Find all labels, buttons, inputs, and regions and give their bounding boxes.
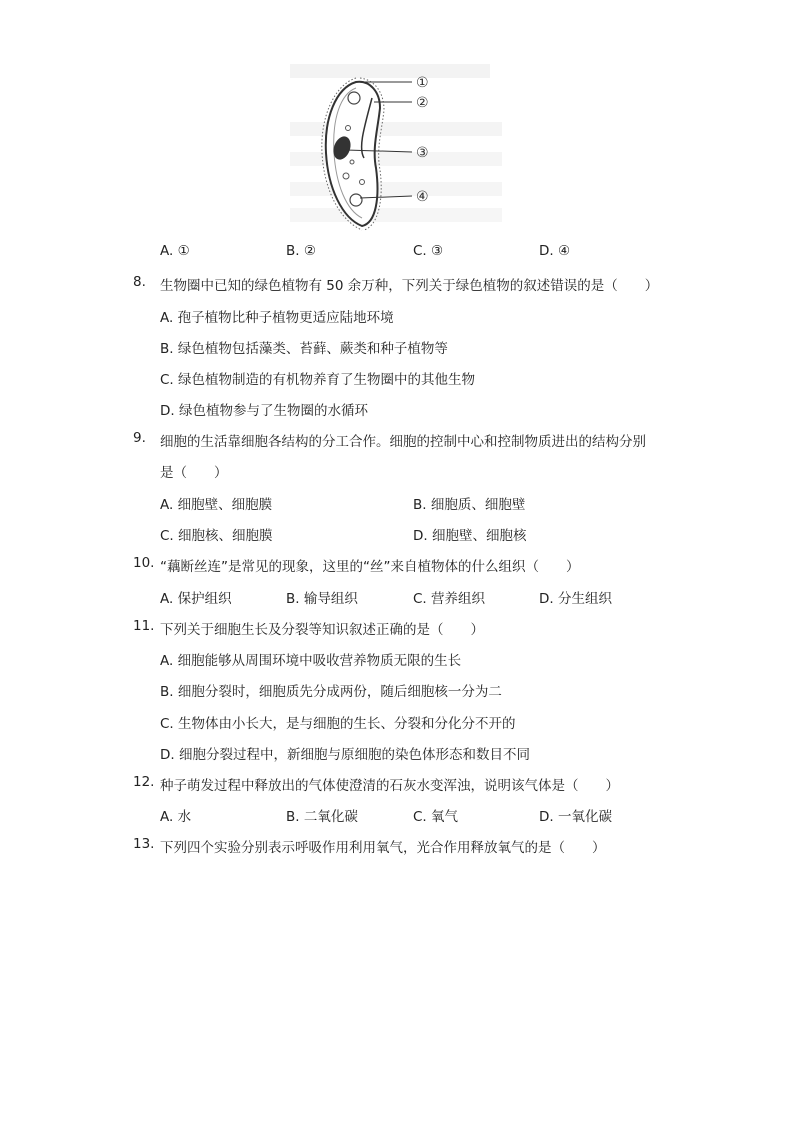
figure-label-4: ④ bbox=[416, 189, 429, 205]
question-number: 8. bbox=[133, 274, 146, 290]
q10-option-b[interactable]: B. 输导组织 bbox=[286, 591, 358, 607]
paramecium-figure bbox=[284, 58, 514, 236]
question-number: 9. bbox=[133, 430, 146, 446]
q9-option-b[interactable]: B. 细胞质、细胞壁 bbox=[413, 497, 526, 513]
q11-option-a[interactable]: A. 细胞能够从周围环境中吸收营养物质无限的生长 bbox=[160, 653, 462, 669]
question-number: 12. bbox=[133, 774, 155, 790]
q8-option-a[interactable]: A. 孢子植物比种子植物更适应陆地环境 bbox=[160, 310, 394, 326]
q9-option-c[interactable]: C. 细胞核、细胞膜 bbox=[160, 528, 273, 544]
q9-option-a[interactable]: A. 细胞壁、细胞膜 bbox=[160, 497, 273, 513]
question-text-continued: 是（ ） bbox=[160, 465, 228, 481]
figure-label-2: ② bbox=[416, 95, 429, 111]
q11-option-b[interactable]: B. 细胞分裂时，细胞质先分成两份，随后细胞核一分为二 bbox=[160, 684, 502, 700]
q8-option-c[interactable]: C. 绿色植物制造的有机物养育了生物圈中的其他生物 bbox=[160, 372, 476, 388]
question-number: 13. bbox=[133, 836, 155, 852]
figure-label-1: ① bbox=[416, 75, 429, 91]
q12-option-b[interactable]: B. 二氧化碳 bbox=[286, 809, 358, 825]
question-text: 下列关于细胞生长及分裂等知识叙述正确的是（ ） bbox=[160, 622, 484, 638]
q11-option-c[interactable]: C. 生物体由小长大，是与细胞的生长、分裂和分化分不开的 bbox=[160, 716, 516, 732]
question-text: “藕断丝连”是常见的现象，这里的“丝”来自植物体的什么组织（ ） bbox=[160, 559, 580, 575]
q12-option-c[interactable]: C. 氧气 bbox=[413, 809, 459, 825]
q10-option-c[interactable]: C. 营养组织 bbox=[413, 591, 486, 607]
q11-option-d[interactable]: D. 细胞分裂过程中，新细胞与原细胞的染色体形态和数目不同 bbox=[160, 747, 530, 763]
question-text: 生物圈中已知的绿色植物有 50 余万种，下列关于绿色植物的叙述错误的是（ ） bbox=[160, 278, 659, 294]
question-number: 11. bbox=[133, 618, 155, 634]
q10-option-a[interactable]: A. 保护组织 bbox=[160, 591, 232, 607]
question-number: 10. bbox=[133, 555, 155, 571]
q12-option-d[interactable]: D. 一氧化碳 bbox=[539, 809, 612, 825]
q9-option-d[interactable]: D. 细胞壁、细胞核 bbox=[413, 528, 527, 544]
q10-option-d[interactable]: D. 分生组织 bbox=[539, 591, 612, 607]
question-text: 细胞的生活靠细胞各结构的分工合作。细胞的控制中心和控制物质进出的结构分别 bbox=[160, 434, 646, 450]
question-text: 下列四个实验分别表示呼吸作用利用氧气，光合作用释放氧气的是（ ） bbox=[160, 840, 606, 856]
q8-option-b[interactable]: B. 绿色植物包括藻类、苔藓、蕨类和种子植物等 bbox=[160, 341, 448, 357]
figure-label-3: ③ bbox=[416, 145, 429, 161]
q12-option-a[interactable]: A. 水 bbox=[160, 809, 192, 825]
q7-option-b[interactable]: B. ② bbox=[286, 243, 316, 259]
q7-option-c[interactable]: C. ③ bbox=[413, 243, 444, 259]
q8-option-d[interactable]: D. 绿色植物参与了生物圈的水循环 bbox=[160, 403, 368, 419]
q7-option-a[interactable]: A. ① bbox=[160, 243, 190, 259]
question-text: 种子萌发过程中释放出的气体使澄清的石灰水变浑浊，说明该气体是（ ） bbox=[160, 778, 619, 794]
q7-option-d[interactable]: D. ④ bbox=[539, 243, 571, 259]
